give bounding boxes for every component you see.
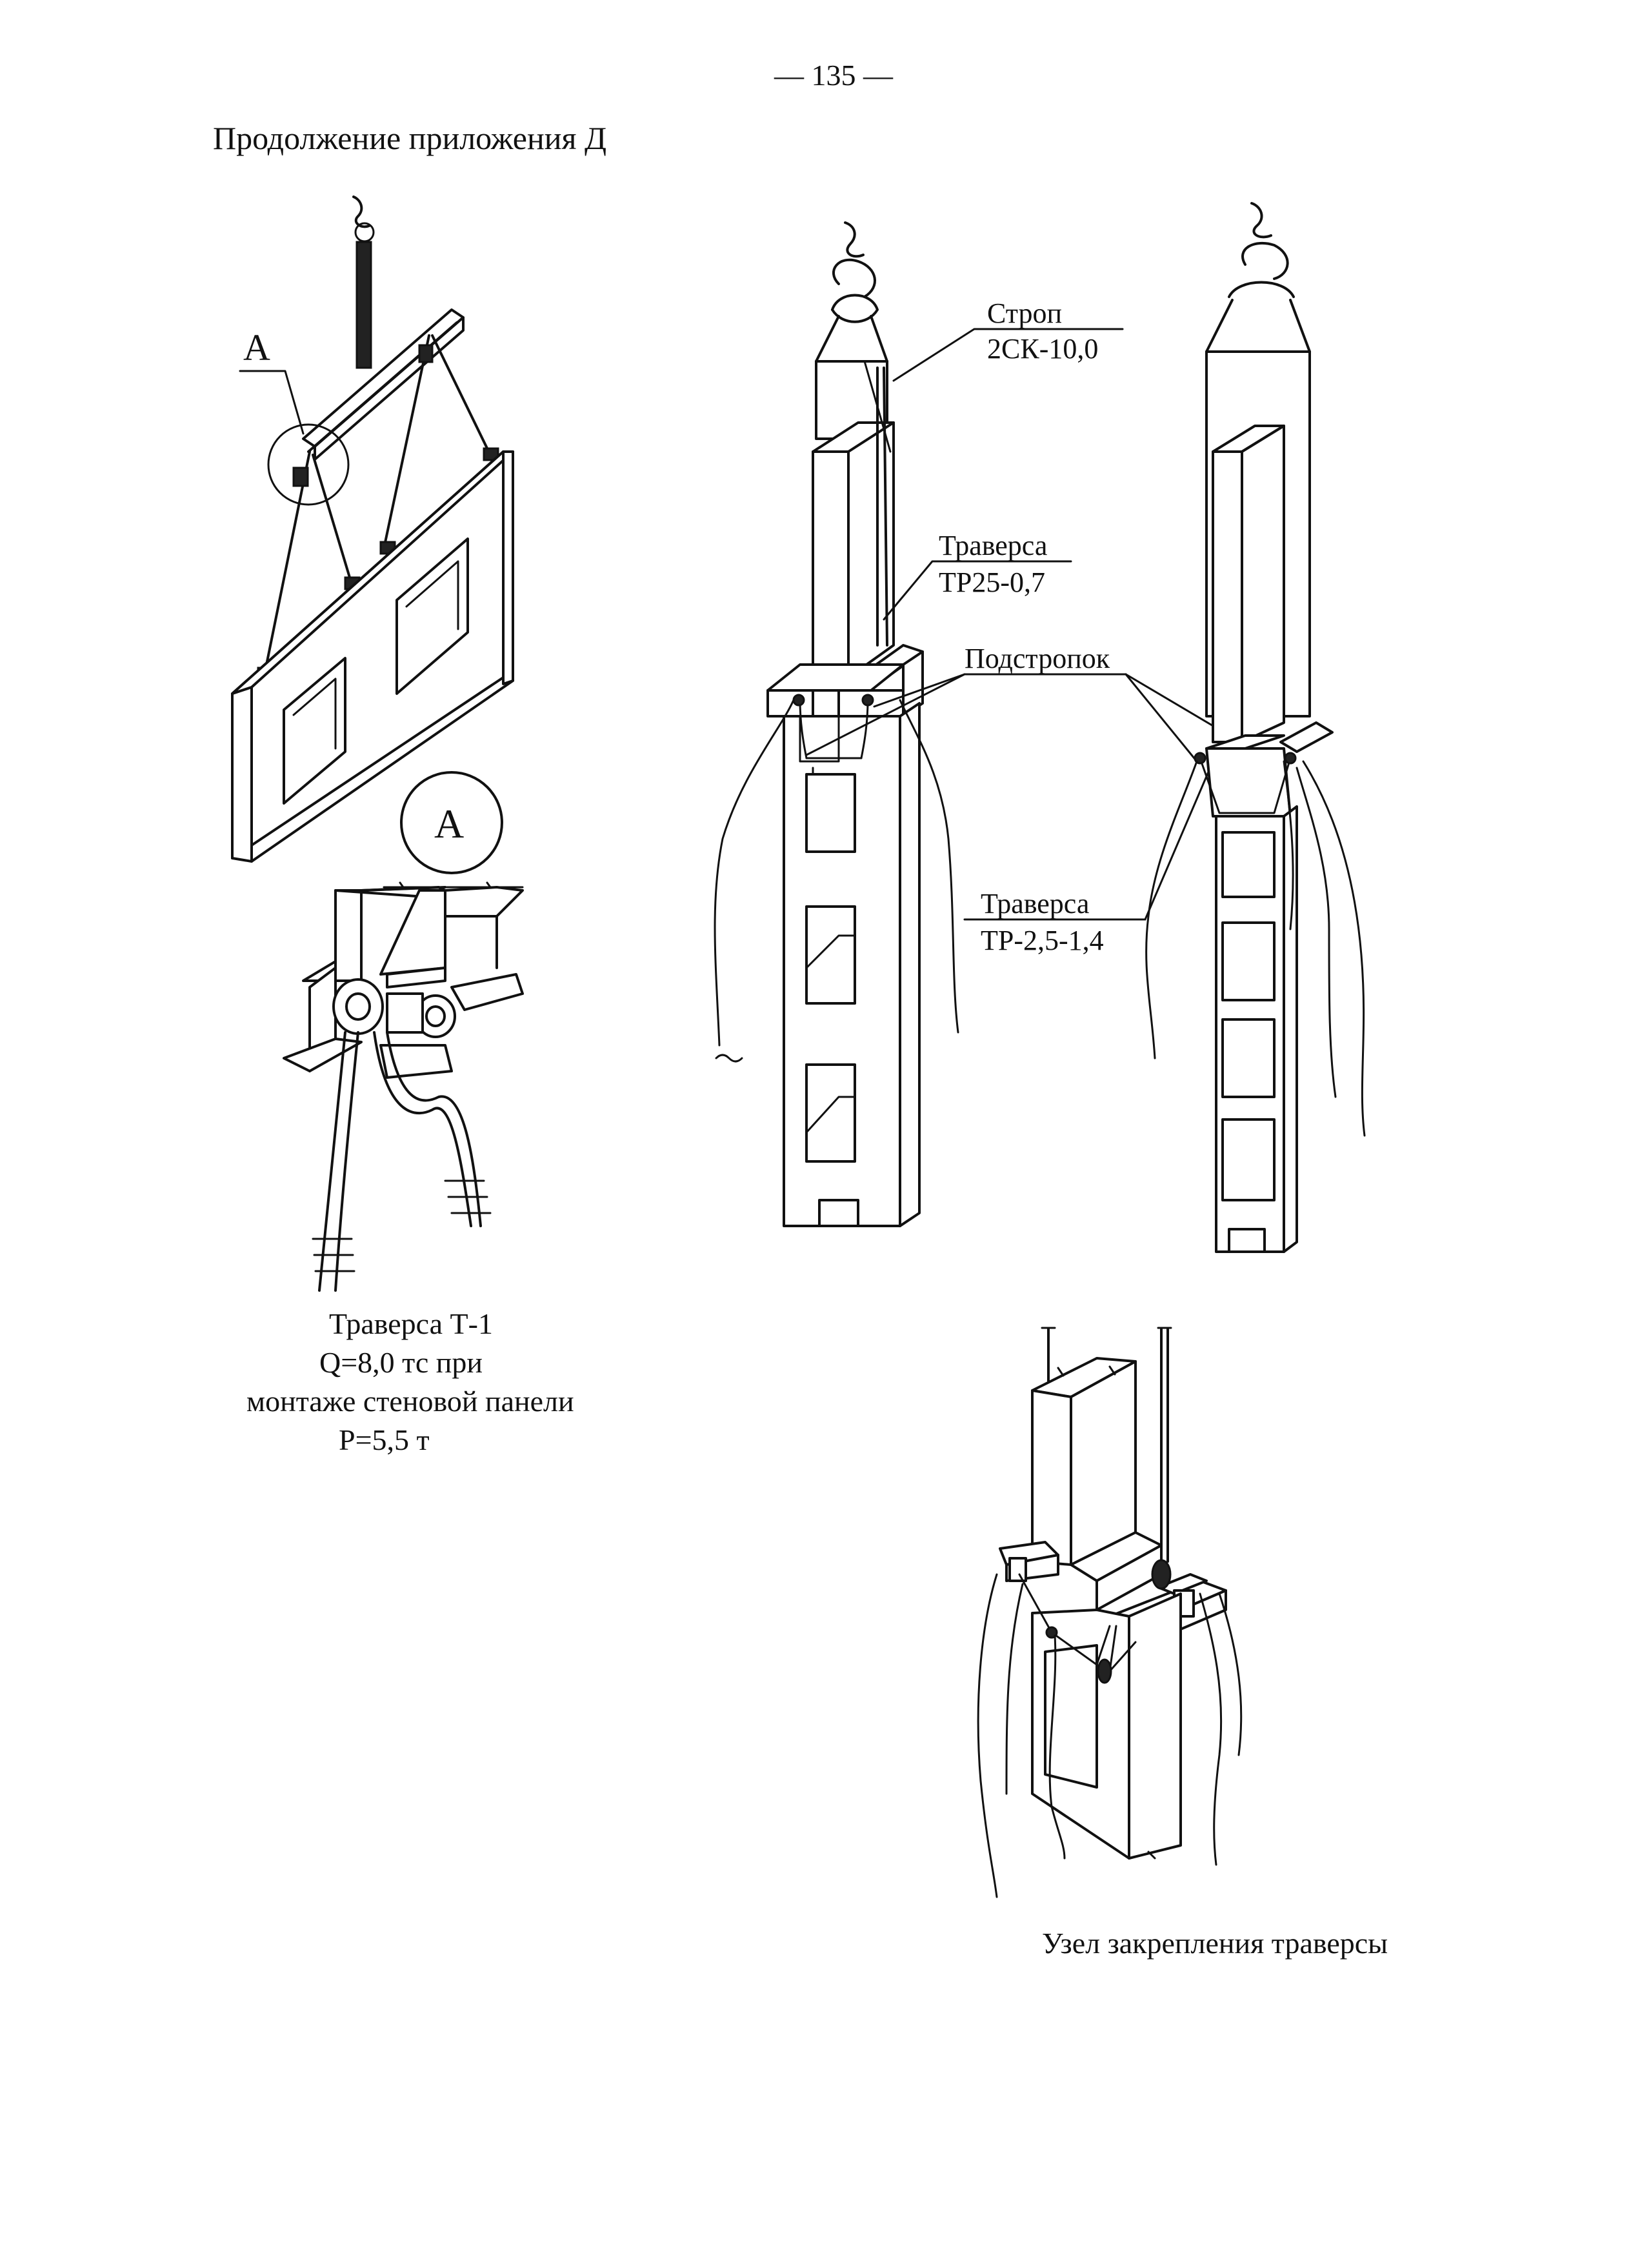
sling-label-code: 2СК-10,0: [987, 333, 1099, 365]
caption-line-3: монтаже стеновой панели: [246, 1385, 574, 1418]
detail-marker-a: А: [434, 801, 465, 847]
page-number: — 135 —: [774, 59, 893, 92]
traverse-top-label-name: Траверса: [939, 530, 1048, 561]
node-caption: Узел закрепления траверсы: [1042, 1927, 1388, 1960]
caption-line-1: Траверса Т-1: [329, 1307, 493, 1340]
caption-line-4: Р=5,5 т: [339, 1423, 430, 1456]
traverse-bottom-label-code: ТР-2,5-1,4: [981, 925, 1104, 956]
substrop-label: Подстропок: [965, 643, 1110, 674]
page-heading: Продолжение приложения Д: [213, 120, 607, 156]
callout-letter-a: А: [243, 326, 270, 368]
caption-line-2: Q=8,0 тс при: [319, 1346, 483, 1379]
traverse-bottom-label-name: Траверса: [981, 888, 1090, 919]
sling-label-name: Строп: [987, 297, 1063, 329]
traverse-top-label-code: ТР25-0,7: [939, 567, 1045, 598]
